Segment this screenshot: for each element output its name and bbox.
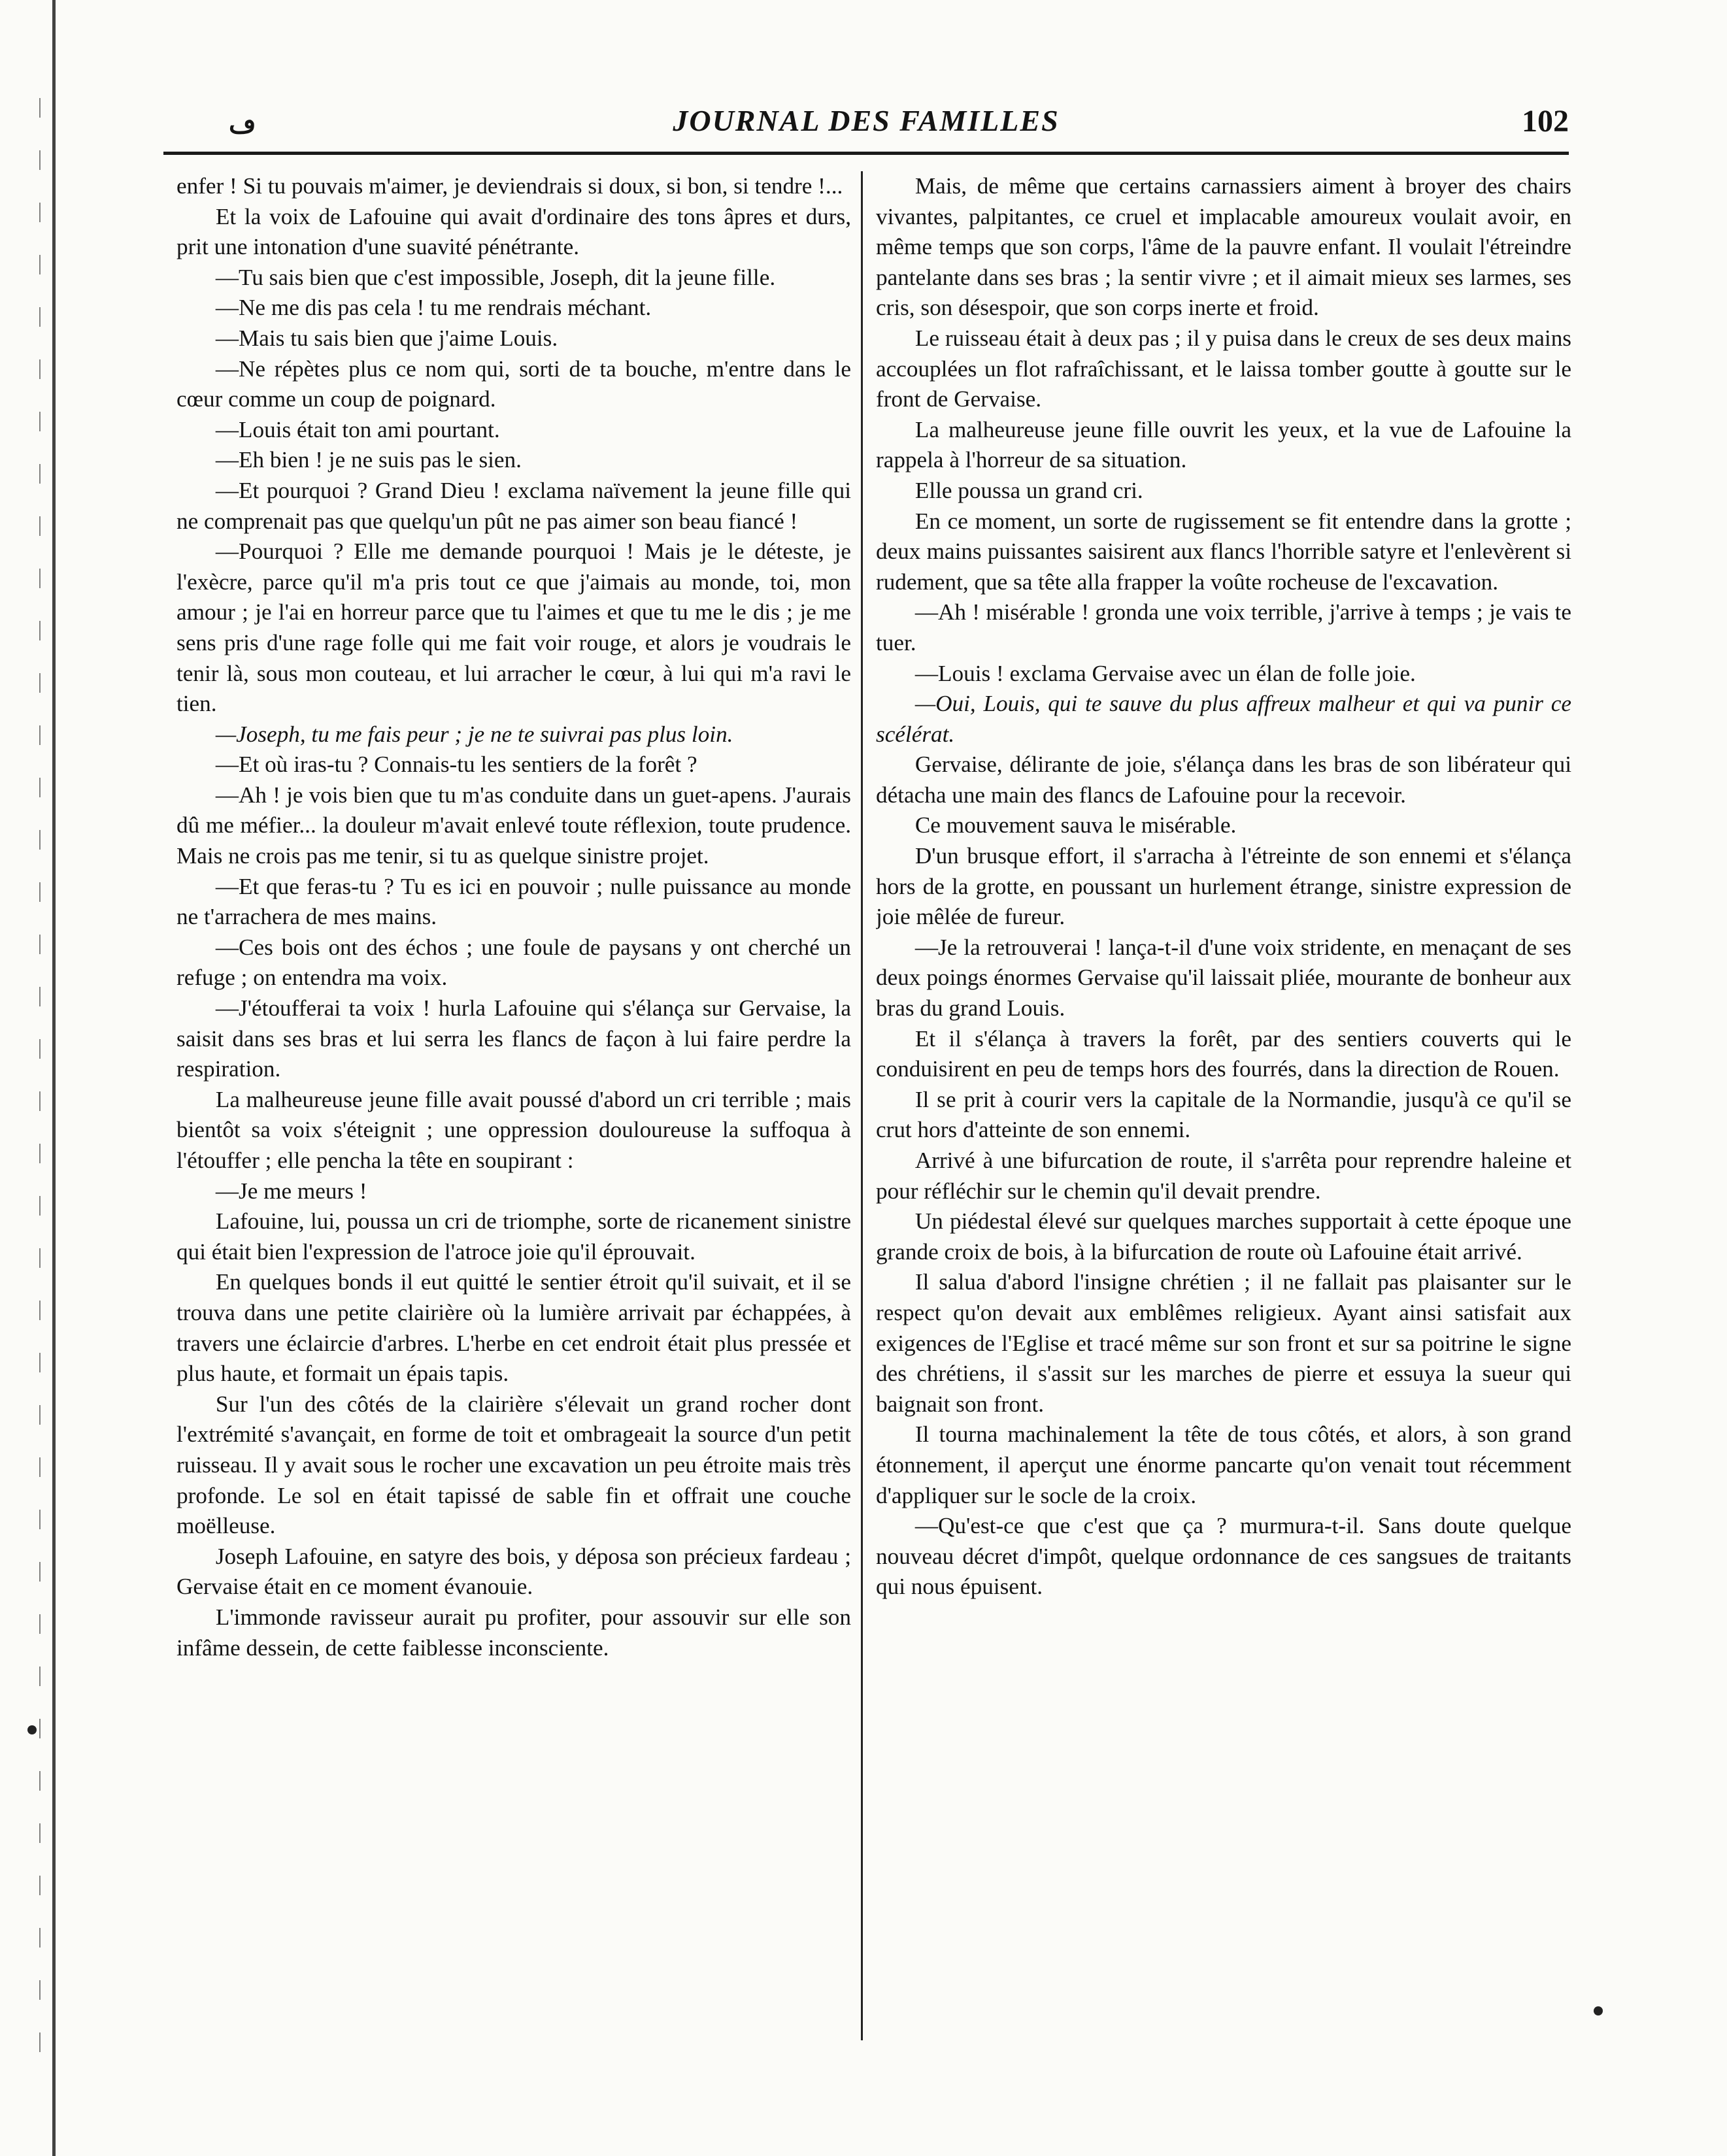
paragraph: —Je me meurs ! [215,1178,367,1204]
paragraph: —Oui, Louis, qui te sauve du plus affreux malheur et qui va punir ce scélérat. [876,691,1571,747]
paragraph: —Qu'est-ce que c'est que ça ? murmura-t-il. Sans doute quelque nouveau décret d'impôt, quelque ordonnance de ces sangsues de traitants qui nous épuisent. [876,1513,1571,1600]
paragraph: —Eh bien ! je ne suis pas le sien. [215,447,522,473]
paragraph: Lafouine, lui, poussa un cri de triomphe, sorte de ricanement sinistre qui était bien l'expression de l'atroce joie qu'il éprouvait. [176,1208,851,1265]
paragraph: Le ruisseau était à deux pas ; il y puisa dans le creux de ses deux mains accouplées un flot rafraîchissant, et le laissa tomber goutte à goutte sur le front de Gervaise. [876,325,1571,412]
journal-title: JOURNAL DES FAMILLES [673,104,1060,137]
paragraph: —Et pourquoi ? Grand Dieu ! exclama naïvement la jeune fille qui ne comprenait pas que quelqu'un pût ne pas aimer son beau fiancé ! [176,477,851,534]
page-number: 102 [1522,104,1569,139]
page-binding-edge [52,0,56,2156]
column-divider [861,171,863,2040]
header-ornament: ڡ [229,109,256,139]
paragraph: —Ne me dis pas cela ! tu me rendrais méchant. [215,295,652,321]
header-rule [163,152,1569,155]
paragraph: —Je la retrouverai ! lança-t-il d'une voix stridente, en menaçant de ses deux poings énormes Gervaise qu'il laissait pliée, mourante de bonheur aux bras du grand Louis. [876,934,1571,1021]
paragraph: D'un brusque effort, il s'arracha à l'étreinte de son ennemi et s'élança hors de la grotte, en poussant un hurlement étrange, sinistre expression de joie mêlée de fureur. [876,843,1571,930]
paragraph: Il tourna machinalement la tête de tous côtés, et alors, à son grand étonnement, il aperçut une énorme pancarte qu'on venait tout récemment d'appliquer sur le socle de la croix. [876,1421,1571,1508]
paragraph: —Joseph, tu me fais peur ; je ne te suivrai pas plus loin. [215,721,733,747]
paragraph: Elle poussa un grand cri. [914,477,1143,503]
page-binding-shadow [39,98,41,2059]
paragraph: —Et où iras-tu ? Connais-tu les sentiers de la forêt ? [215,752,697,778]
right-text-column [876,171,1571,2053]
left-text-column [176,171,851,2053]
paragraph: Ce mouvement sauva le misérable. [914,812,1237,838]
paragraph: En quelques bonds il eut quitté le sentier étroit qu'il suivait, et il se trouva dans une petite clairière où la lumière arrivait par échappées, à travers une éclaircie d'arbres. L'herbe en cet endroit était plus pressée et plus haute, et formait un épais tapis. [176,1269,851,1387]
paragraph: —Mais tu sais bien que j'aime Louis. [215,325,558,351]
paragraph: Gervaise, délirante de joie, s'élança dans les bras de son libérateur qui détacha une main des flancs de Lafouine pour la recevoir. [876,752,1571,808]
paragraph: —Ah ! misérable ! gronda une voix terrible, j'arrive à temps ; je vais te tuer. [876,599,1571,655]
paragraph: —Ces bois ont des échos ; une foule de paysans y ont cherché un refuge ; on entendra ma voix. [176,934,851,991]
paragraph: Arrivé à une bifurcation de route, il s'arrêta pour reprendre haleine et pour réfléchir sur le chemin qu'il devait prendre. [876,1148,1571,1204]
running-header [163,103,1569,149]
paragraph: La malheureuse jeune fille ouvrit les yeux, et la vue de Lafouine la rappela à l'horreur de sa situation. [876,416,1571,473]
paragraph: Il salua d'abord l'insigne chrétien ; il ne fallait pas plaisanter sur le respect qu'on devait aux emblêmes religieux. Ayant ainsi satisfait aux exigences de l'Eglise et tracé même sur son front et sur sa poitrine le signe des chrétiens, il s'assit sur les marches de pierre et essuya la sueur qui baignait son front. [876,1269,1571,1417]
paragraph: Mais, de même que certains carnassiers aiment à broyer des chairs vivantes, palpitantes, ce cruel et implacable amoureux voulait avoir, en même temps que son corps, l'âme de la pauvre enfant. Il voulait l'étreindre pantelante dans ses bras ; la sentir vivre ; et il aimait mieux ses larmes, ses cris, son désespoir, que son corps inerte et froid. [876,173,1571,321]
paragraph: Sur l'un des côtés de la clairière s'élevait un grand rocher dont l'extrémité s'avançait, en forme de toit et ombrageait la source d'un petit ruisseau. Il y avait sous le rocher une excavation un peu étroite mais très profonde. Le sol en était tapissé de sable fin et offrait une couche moëlleuse. [176,1391,851,1539]
ink-speck [1594,2006,1603,2015]
paragraph: —J'étoufferai ta voix ! hurla Lafouine qui s'élança sur Gervaise, la saisit dans ses bras et lui serra les flancs de façon à lui faire perdre la respiration. [176,995,851,1082]
paragraph: —Tu sais bien que c'est impossible, Joseph, dit la jeune fille. [215,264,776,290]
paragraph: —Et que feras-tu ? Tu es ici en pouvoir ; nulle puissance au monde ne t'arrachera de mes mains. [176,873,851,930]
paragraph: Et il s'élança à travers la forêt, par des sentiers couverts qui le conduisirent en peu de temps hors des fourrés, dans la direction de Rouen. [876,1025,1571,1082]
paragraph: Un piédestal élevé sur quelques marches supportait à cette époque une grande croix de bois, à la bifurcation de route où Lafouine était arrivé. [876,1208,1571,1265]
ink-speck [27,1725,37,1734]
paragraph: Il se prit à courir vers la capitale de la Normandie, jusqu'à ce qu'il se crut hors d'atteinte de son ennemi. [876,1086,1571,1143]
paragraph: —Ah ! je vois bien que tu m'as conduite dans un guet-apens. J'aurais dû me méfier... la douleur m'avait enlevé toute réflexion, toute prudence. Mais ne crois pas me tenir, si tu as quelque sinistre projet. [176,782,851,869]
paragraph: enfer ! Si tu pouvais m'aimer, je deviendrais si doux, si bon, si tendre !... [176,173,843,199]
paragraph: Et la voix de Lafouine qui avait d'ordinaire des tons âpres et durs, prit une intonation d'une suavité pénétrante. [176,203,851,260]
paragraph: —Pourquoi ? Elle me demande pourquoi ! Mais je le déteste, je l'exècre, parce qu'il m'a pris tout ce que j'aimais au monde, toi, mon amour ; je l'ai en horreur parce que tu l'aimes et que tu me le dis ; je me sens pris d'une rage folle qui me fait voir rouge, et alors je voudrais le tenir là, sous mon couteau, et lui arracher le cœur, à lui qui m'a ravi le tien. [176,539,851,717]
paragraph: —Louis était ton ami pourtant. [215,416,500,442]
paragraph: —Ne répètes plus ce nom qui, sorti de ta bouche, m'entre dans le cœur comme un coup de poignard. [176,356,851,412]
paragraph: En ce moment, un sorte de rugissement se fit entendre dans la grotte ; deux mains puissantes saisirent aux flancs l'horrible satyre et l'enlevèrent si rudement, que sa tête alla frapper la voûte rocheuse de l'excavation. [876,508,1571,595]
paragraph: —Louis ! exclama Gervaise avec un élan de folle joie. [914,660,1416,686]
paragraph: Joseph Lafouine, en satyre des bois, y déposa son précieux fardeau ; Gervaise était en ce moment évanouie. [176,1543,851,1600]
paragraph: L'immonde ravisseur aurait pu profiter, pour assouvir sur elle son infâme dessein, de cette faiblesse inconsciente. [176,1604,851,1661]
paragraph: La malheureuse jeune fille avait poussé d'abord un cri terrible ; mais bientôt sa voix s'éteignit ; une oppression douloureuse la suffoqua à l'étouffer ; elle pencha la tête en soupirant : [176,1086,851,1173]
